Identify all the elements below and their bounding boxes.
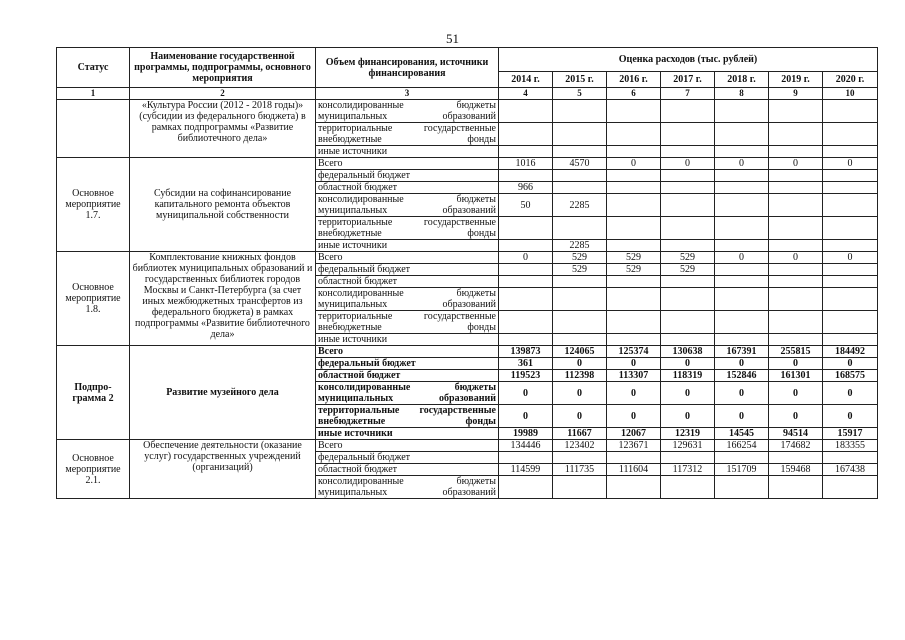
value-cell	[823, 276, 878, 288]
value-cell: 12067	[607, 428, 661, 440]
value-cell: 129631	[661, 440, 715, 452]
column-index: 5	[553, 88, 607, 100]
value-cell	[823, 170, 878, 182]
value-cell: 152846	[715, 370, 769, 382]
value-cell: 0	[499, 405, 553, 428]
value-cell: 529	[553, 252, 607, 264]
value-cell	[661, 123, 715, 146]
value-cell: 166254	[715, 440, 769, 452]
value-cell: 119523	[499, 370, 553, 382]
value-cell	[769, 276, 823, 288]
value-cell: 50	[499, 194, 553, 217]
value-cell	[553, 100, 607, 123]
value-cell: 529	[661, 264, 715, 276]
value-cell	[715, 476, 769, 499]
header-financing: Объем финансирования, источники финансирования	[316, 48, 499, 88]
value-cell: 0	[769, 405, 823, 428]
value-cell	[499, 170, 553, 182]
financing-source-cell: консолидированные бюджеты муниципальных образований	[316, 288, 499, 311]
value-cell	[823, 194, 878, 217]
status-cell: Подпро-грамма 2	[57, 346, 130, 440]
value-cell	[715, 334, 769, 346]
value-cell: 184492	[823, 346, 878, 358]
value-cell	[499, 288, 553, 311]
value-cell	[823, 100, 878, 123]
value-cell	[607, 146, 661, 158]
value-cell	[553, 288, 607, 311]
program-name-cell: Субсидии на софинансирование капитального ремонта объектов муниципальной собственности	[130, 158, 316, 252]
value-cell	[661, 276, 715, 288]
value-cell	[553, 476, 607, 499]
financing-source-cell: консолидированные бюджеты муниципальных образований	[316, 476, 499, 499]
header-year: 2017 г.	[661, 72, 715, 88]
value-cell	[769, 334, 823, 346]
value-cell	[607, 123, 661, 146]
value-cell	[715, 452, 769, 464]
value-cell	[769, 146, 823, 158]
value-cell: 529	[607, 252, 661, 264]
financing-source-cell: федеральный бюджет	[316, 170, 499, 182]
value-cell	[553, 170, 607, 182]
header-year: 2020 г.	[823, 72, 878, 88]
financing-source-cell: областной бюджет	[316, 370, 499, 382]
value-cell	[553, 182, 607, 194]
column-index: 10	[823, 88, 878, 100]
value-cell: 151709	[715, 464, 769, 476]
value-cell	[607, 276, 661, 288]
value-cell	[769, 264, 823, 276]
value-cell: 14545	[715, 428, 769, 440]
table-row	[57, 100, 878, 123]
value-cell: 123402	[553, 440, 607, 452]
value-cell	[661, 146, 715, 158]
value-cell	[607, 288, 661, 311]
value-cell: 0	[715, 382, 769, 405]
value-cell	[769, 240, 823, 252]
value-cell: 0	[607, 382, 661, 405]
value-cell: 0	[553, 358, 607, 370]
value-cell: 183355	[823, 440, 878, 452]
value-cell	[823, 146, 878, 158]
value-cell: 0	[607, 158, 661, 170]
value-cell	[499, 264, 553, 276]
value-cell	[769, 452, 823, 464]
value-cell: 113307	[607, 370, 661, 382]
value-cell: 361	[499, 358, 553, 370]
value-cell	[769, 288, 823, 311]
value-cell	[661, 100, 715, 123]
value-cell	[607, 334, 661, 346]
value-cell	[499, 452, 553, 464]
value-cell: 1016	[499, 158, 553, 170]
value-cell: 0	[499, 382, 553, 405]
header-year: 2019 г.	[769, 72, 823, 88]
value-cell	[607, 217, 661, 240]
value-cell	[499, 123, 553, 146]
value-cell	[553, 334, 607, 346]
status-cell: Основное мероприятие 1.7.	[57, 158, 130, 252]
program-name-cell: Развитие музейного дела	[130, 346, 316, 440]
financing-source-cell: федеральный бюджет	[316, 264, 499, 276]
value-cell	[661, 182, 715, 194]
value-cell: 255815	[769, 346, 823, 358]
value-cell	[769, 123, 823, 146]
value-cell: 159468	[769, 464, 823, 476]
value-cell	[823, 217, 878, 240]
value-cell	[499, 217, 553, 240]
value-cell	[823, 123, 878, 146]
value-cell	[661, 452, 715, 464]
value-cell: 0	[715, 358, 769, 370]
value-cell	[823, 288, 878, 311]
value-cell	[823, 182, 878, 194]
value-cell	[715, 146, 769, 158]
value-cell	[769, 100, 823, 123]
value-cell: 123671	[607, 440, 661, 452]
value-cell: 4570	[553, 158, 607, 170]
value-cell: 0	[661, 358, 715, 370]
value-cell	[499, 334, 553, 346]
value-cell	[607, 170, 661, 182]
value-cell: 111604	[607, 464, 661, 476]
financing-source-cell: иные источники	[316, 146, 499, 158]
value-cell	[499, 476, 553, 499]
financing-source-cell: иные источники	[316, 240, 499, 252]
value-cell	[499, 311, 553, 334]
column-index: 7	[661, 88, 715, 100]
financing-source-cell: областной бюджет	[316, 182, 499, 194]
column-index: 8	[715, 88, 769, 100]
value-cell	[607, 182, 661, 194]
financing-source-cell: Всего	[316, 440, 499, 452]
value-cell: 0	[661, 382, 715, 405]
value-cell: 0	[769, 382, 823, 405]
value-cell	[607, 476, 661, 499]
header-estimate: Оценка расходов (тыс. рублей)	[499, 48, 878, 72]
column-index: 2	[130, 88, 316, 100]
financing-source-cell: федеральный бюджет	[316, 358, 499, 370]
financing-source-cell: иные источники	[316, 334, 499, 346]
value-cell	[769, 217, 823, 240]
value-cell	[499, 276, 553, 288]
value-cell: 15917	[823, 428, 878, 440]
value-cell: 2285	[553, 194, 607, 217]
value-cell	[715, 311, 769, 334]
value-cell	[607, 452, 661, 464]
page-number: 51	[446, 31, 459, 46]
column-index: 3	[316, 88, 499, 100]
value-cell: 0	[769, 252, 823, 264]
value-cell	[607, 100, 661, 123]
value-cell	[607, 311, 661, 334]
value-cell: 94514	[769, 428, 823, 440]
value-cell: 529	[607, 264, 661, 276]
header-program-name: Наименование государственной программы, подпрограммы, основного мероприятия	[130, 48, 316, 88]
financing-source-cell: территориальные государственные внебюджетные фонды	[316, 217, 499, 240]
value-cell: 0	[715, 252, 769, 264]
value-cell: 0	[553, 405, 607, 428]
value-cell: 168575	[823, 370, 878, 382]
value-cell	[715, 170, 769, 182]
value-cell: 112398	[553, 370, 607, 382]
value-cell: 174682	[769, 440, 823, 452]
header-year: 2018 г.	[715, 72, 769, 88]
value-cell	[661, 311, 715, 334]
value-cell	[715, 240, 769, 252]
column-index: 4	[499, 88, 553, 100]
column-index: 1	[57, 88, 130, 100]
program-name-cell: «Культура России (2012 - 2018 годы)» (субсидии из федерального бюджета) в рамках подпрограммы «Развитие библиотечного дела»	[130, 100, 316, 158]
financing-source-cell: Всего	[316, 346, 499, 358]
value-cell	[769, 170, 823, 182]
value-cell: 0	[769, 358, 823, 370]
value-cell	[661, 170, 715, 182]
value-cell: 114599	[499, 464, 553, 476]
financing-source-cell: территориальные государственные внебюджетные фонды	[316, 123, 499, 146]
value-cell	[823, 476, 878, 499]
value-cell: 130638	[661, 346, 715, 358]
value-cell	[823, 240, 878, 252]
value-cell: 125374	[607, 346, 661, 358]
value-cell	[553, 276, 607, 288]
value-cell	[715, 100, 769, 123]
value-cell	[769, 182, 823, 194]
value-cell: 0	[823, 252, 878, 264]
value-cell	[661, 194, 715, 217]
value-cell	[661, 476, 715, 499]
header-year: 2014 г.	[499, 72, 553, 88]
status-cell	[57, 100, 130, 158]
financing-source-cell: территориальные государственные внебюджетные фонды	[316, 311, 499, 334]
value-cell: 134446	[499, 440, 553, 452]
value-cell	[499, 240, 553, 252]
value-cell	[553, 123, 607, 146]
value-cell: 0	[823, 405, 878, 428]
value-cell	[661, 334, 715, 346]
header-status: Статус	[57, 48, 130, 88]
table-row	[57, 346, 878, 358]
value-cell	[607, 194, 661, 217]
value-cell: 0	[499, 252, 553, 264]
value-cell: 124065	[553, 346, 607, 358]
header-year: 2015 г.	[553, 72, 607, 88]
value-cell: 0	[607, 405, 661, 428]
financing-source-cell: областной бюджет	[316, 464, 499, 476]
value-cell	[715, 276, 769, 288]
budget-table	[56, 47, 878, 499]
value-cell	[553, 452, 607, 464]
financing-source-cell: Всего	[316, 158, 499, 170]
value-cell: 529	[661, 252, 715, 264]
financing-source-cell: иные источники	[316, 428, 499, 440]
value-cell	[715, 217, 769, 240]
value-cell	[661, 217, 715, 240]
table-body	[57, 48, 878, 499]
value-cell	[769, 194, 823, 217]
financing-source-cell: консолидированные бюджеты муниципальных образований	[316, 382, 499, 405]
value-cell	[823, 452, 878, 464]
table-row	[57, 440, 878, 452]
table-row	[57, 252, 878, 264]
value-cell: 0	[769, 158, 823, 170]
financing-source-cell: консолидированные бюджеты муниципальных образований	[316, 194, 499, 217]
program-name-cell: Комплектование книжных фондов библиотек муниципальных образований и государственных библиотек городов Москвы и Санкт-Петербурга (за счет иных межбюджетных трансфертов из федерального бюджета) в рамках подпрограммы «Развитие библиотечного дела»	[130, 252, 316, 346]
value-cell: 111735	[553, 464, 607, 476]
column-index: 9	[769, 88, 823, 100]
financing-source-cell: областной бюджет	[316, 276, 499, 288]
value-cell: 139873	[499, 346, 553, 358]
table-row	[57, 158, 878, 170]
value-cell	[823, 334, 878, 346]
value-cell	[769, 311, 823, 334]
value-cell	[607, 240, 661, 252]
header-index-row	[57, 88, 878, 100]
program-name-cell: Обеспечение деятельности (оказание услуг) государственных учреждений (организаций)	[130, 440, 316, 499]
value-cell	[715, 264, 769, 276]
value-cell: 0	[553, 382, 607, 405]
value-cell: 0	[823, 358, 878, 370]
financing-source-cell: территориальные государственные внебюджетные фонды	[316, 405, 499, 428]
value-cell: 167391	[715, 346, 769, 358]
value-cell	[823, 264, 878, 276]
value-cell	[553, 217, 607, 240]
value-cell: 0	[715, 158, 769, 170]
value-cell	[499, 100, 553, 123]
value-cell	[823, 311, 878, 334]
value-cell	[715, 288, 769, 311]
financing-source-cell: федеральный бюджет	[316, 452, 499, 464]
value-cell	[661, 288, 715, 311]
header-year: 2016 г.	[607, 72, 661, 88]
value-cell: 118319	[661, 370, 715, 382]
financing-source-cell: Всего	[316, 252, 499, 264]
value-cell: 11667	[553, 428, 607, 440]
value-cell	[553, 311, 607, 334]
value-cell	[715, 182, 769, 194]
value-cell: 117312	[661, 464, 715, 476]
financing-source-cell: консолидированные бюджеты муниципальных образований	[316, 100, 499, 123]
value-cell	[553, 146, 607, 158]
value-cell	[499, 146, 553, 158]
status-cell: Основное мероприятие 1.8.	[57, 252, 130, 346]
value-cell: 167438	[823, 464, 878, 476]
value-cell: 2285	[553, 240, 607, 252]
status-cell: Основное мероприятие 2.1.	[57, 440, 130, 499]
column-index: 6	[607, 88, 661, 100]
value-cell: 0	[661, 405, 715, 428]
value-cell: 19989	[499, 428, 553, 440]
value-cell: 0	[823, 158, 878, 170]
value-cell	[715, 123, 769, 146]
value-cell: 966	[499, 182, 553, 194]
value-cell	[769, 476, 823, 499]
value-cell: 0	[607, 358, 661, 370]
value-cell: 529	[553, 264, 607, 276]
value-cell: 12319	[661, 428, 715, 440]
value-cell: 0	[715, 405, 769, 428]
value-cell	[715, 194, 769, 217]
value-cell: 0	[823, 382, 878, 405]
value-cell	[661, 240, 715, 252]
value-cell: 0	[661, 158, 715, 170]
value-cell: 161301	[769, 370, 823, 382]
